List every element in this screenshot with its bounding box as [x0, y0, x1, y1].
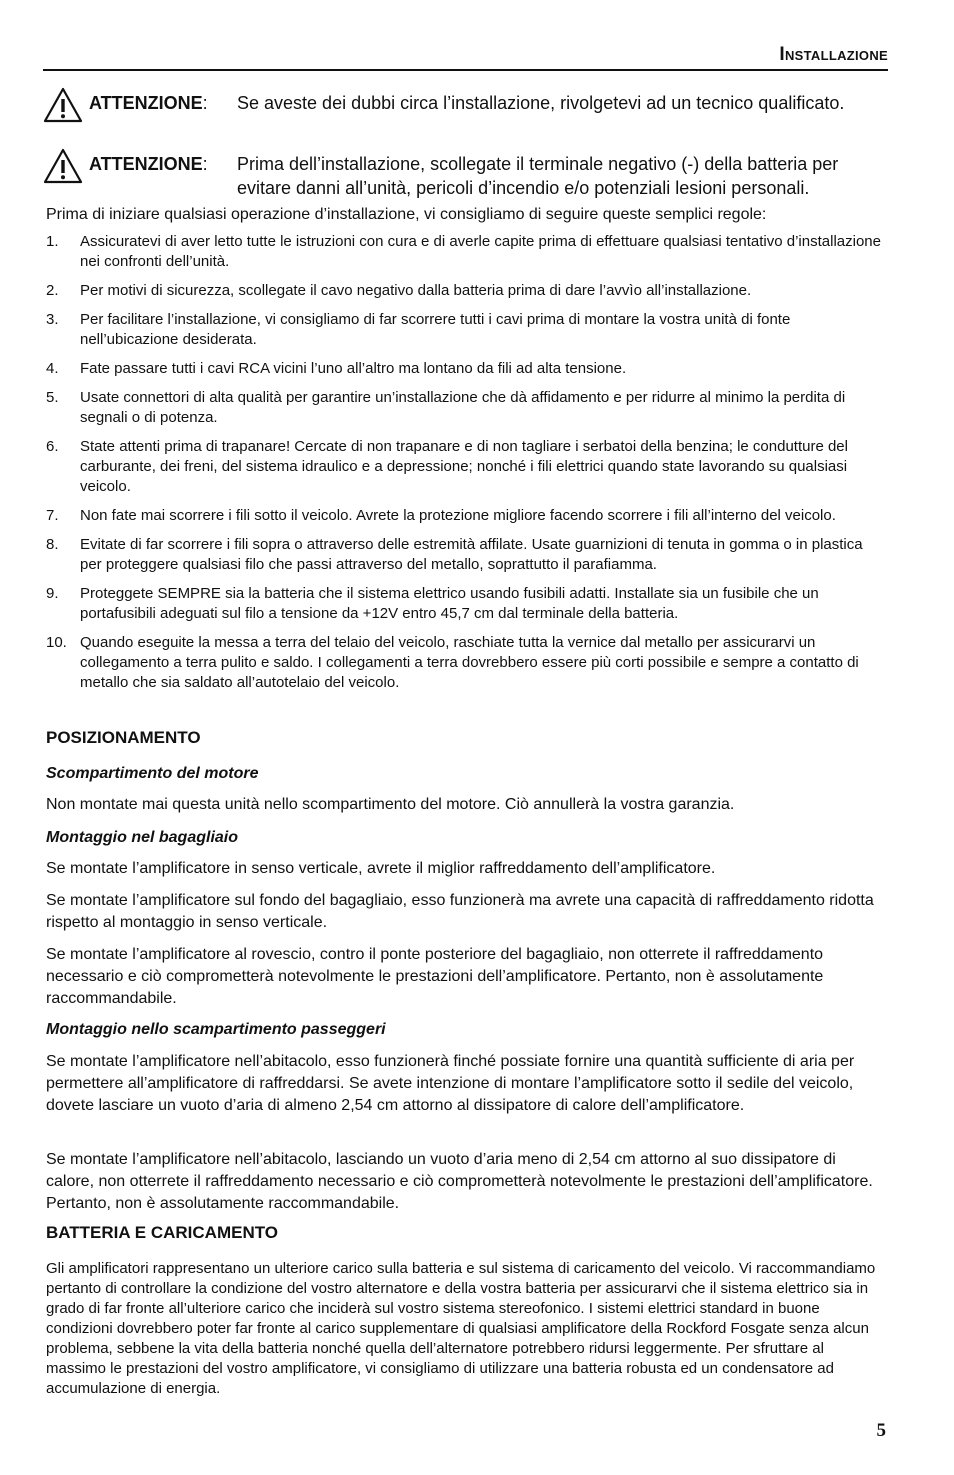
warning-text: Se aveste dei dubbi circa l’installazione, rivolgetevi ad un tecnico qualificato. — [237, 93, 845, 113]
intro-text: Prima di iniziare qualsiasi operazione d’installazione, vi consigliamo di seguire queste semplici regole: — [46, 206, 767, 223]
warning-triangle-icon — [43, 148, 83, 184]
list-item: 1. Assicuratevi di aver letto tutte le istruzioni con cura e di averle capite prima di effettuare qualsiasi tentativo d’installazione nei confronti dell’unità. — [46, 233, 881, 270]
warning-2 — [43, 152, 889, 200]
subheading-engine: Scompartimento del motore — [46, 765, 259, 782]
list-item: 3. Per facilitare l’installazione, vi consigliamo di far scorrere tutti i cavi prima di montare la vostra unità di fonte nell’ubicazione desiderata. — [46, 311, 791, 348]
subheading-trunk: Montaggio nel bagagliaio — [46, 829, 238, 846]
list-item: 7. Non fate mai scorrere i fili sotto il veicolo. Avrete la protezione migliore facendo scorrere i fili all’interno del veicolo. — [46, 507, 836, 524]
subheading-passenger: Montaggio nello scampartimento passeggeri — [46, 1021, 386, 1038]
installation-rules-list — [46, 232, 888, 702]
list-item: 10. Quando eseguite la messa a terra del telaio del veicolo, raschiate tutta la vernice dal metallo per assicurarvi un collegamento a terra pulito e saldo. I collegamenti a terra dovrebbero essere più corti possibile e sempre a contatto di metallo che sia saldato all’autotelaio del veicolo. — [46, 634, 859, 691]
list-item: 5. Usate connettori di alta qualità per garantire un’installazione che dà affidamento e per ridurre al minimo la perdita di segnali o di potenza. — [46, 389, 846, 426]
trunk-paragraph: Se montate l’amplificatore al rovescio, contro il ponte posteriore del bagagliaio, non otterrete il raffreddamento necessario e ciò comprometterà notevolmente le prestazioni dell’amplificatore. Pertanto, non è assolutamente raccommandabile. — [46, 946, 824, 1007]
list-item: 2. Per motivi di sicurezza, scollegate il cavo negativo dalla batteria prima di dare l’avvìo all’installazione. — [46, 282, 752, 299]
section-heading-positioning: POSIZIONAMENTO — [46, 728, 201, 747]
header-rule — [43, 69, 888, 71]
list-item: 9. Proteggete SEMPRE sia la batteria che il sistema elettrico usando fusibili adatti. Installate sia un fusibile che un portafusibili adeguati sul filo a tensione da +12V entro 45,7 cm dal terminale della batteria. — [46, 585, 819, 622]
warning-triangle-icon — [43, 87, 83, 123]
warning-1 — [43, 91, 889, 123]
trunk-paragraph: Se montate l’amplificatore sul fondo del bagagliaio, esso funzionerà ma avrete una capacità di raffreddamento ridotta rispetto al montaggio in senso verticale. — [46, 892, 874, 931]
list-item: 6. State attenti prima di trapanare! Cercate di non trapanare e di non tagliare i serbatoi della benzina; le condutture del carburante, dei freni, del sistema idraulico e a depressione; nonché i fili elettrici quando state lavorando su qualsiasi veicolo. — [46, 438, 848, 495]
passenger-paragraph: Se montate l’amplificatore nell’abitacolo, lasciando un vuoto d’aria meno di 2,54 cm attorno al suo dissipatore di calore, non otterrete il raffreddamento necessario e ciò comprometterà notevolmente le prestazioni dell’amplificatore. Pertanto, non è assolutamente raccommandabile. — [46, 1151, 873, 1212]
battery-text: Gli amplificatori rappresentano un ulteriore carico sulla batteria e sul sistema di caricamento del veicolo. Vi raccommandiamo pertanto di controllare la condizione del vostro alternatore e della vostra batteria per assicurarvi che il sistema elettrico sia in grado di far fronte all’ulteriore carico che inciderà sul vostro sistema stereofonico. I sistemi elettrici standard in buone condizioni dovrebbero poter far fronte al carico supplementare di qualsiasi amplificatore della Rockford Fosgate senza alcun problema, sebbene la vita della batteria nonché quella dell’alternatore potrebbero ridursi leggermente. Per sfruttare al massimo le prestazioni del vostro amplificatore, vi consigliamo di utilizzare una batteria robusta ed un condensatore ad accumulazione di energia. — [46, 1260, 876, 1397]
section-heading-battery: BATTERIA E CARICAMENTO — [46, 1223, 279, 1242]
page-header: Installazione — [779, 44, 888, 65]
warning-label: ATTENZIONE: — [89, 93, 208, 113]
list-item: 8. Evitate di far scorrere i fili sopra o attraverso delle estremità affilate. Usate guarnizioni di tenuta in gomma o in plastica per proteggere qualsiasi filo che passi attraverso del metallo, soprattutto il parafiamma. — [46, 536, 863, 573]
warning-text: Prima dell’installazione, scollegate il terminale negativo (-) della batteria per evitare danni all’unità, pericoli d’incendio e/o potenziali lesioni personali. — [237, 154, 839, 198]
list-item: 4. Fate passare tutti i cavi RCA vicini l’uno all’altro ma lontano da fili ad alta tensione. — [46, 360, 627, 377]
passenger-paragraph: Se montate l’amplificatore nell’abitacolo, esso funzionerà finché possiate fornire una quantità sufficiente di aria per permettere all’amplificatore di raffreddarsi. Se avete intenzione di montare l’amplificatore sotto il sedile del veicolo, dovete lasciare un vuoto d’aria di almeno 2,54 cm attorno al dissipatore di calore dell’amplificatore. — [46, 1053, 855, 1114]
engine-text: Non montate mai questa unità nello scompartimento del motore. Ciò annullerà la vostra garanzia. — [46, 796, 735, 813]
warning-label: ATTENZIONE: — [89, 154, 208, 174]
trunk-paragraph: Se montate l’amplificatore in senso verticale, avrete il miglior raffreddamento dell’amplificatore. — [46, 860, 716, 877]
page-number: 5 — [876, 1420, 886, 1441]
